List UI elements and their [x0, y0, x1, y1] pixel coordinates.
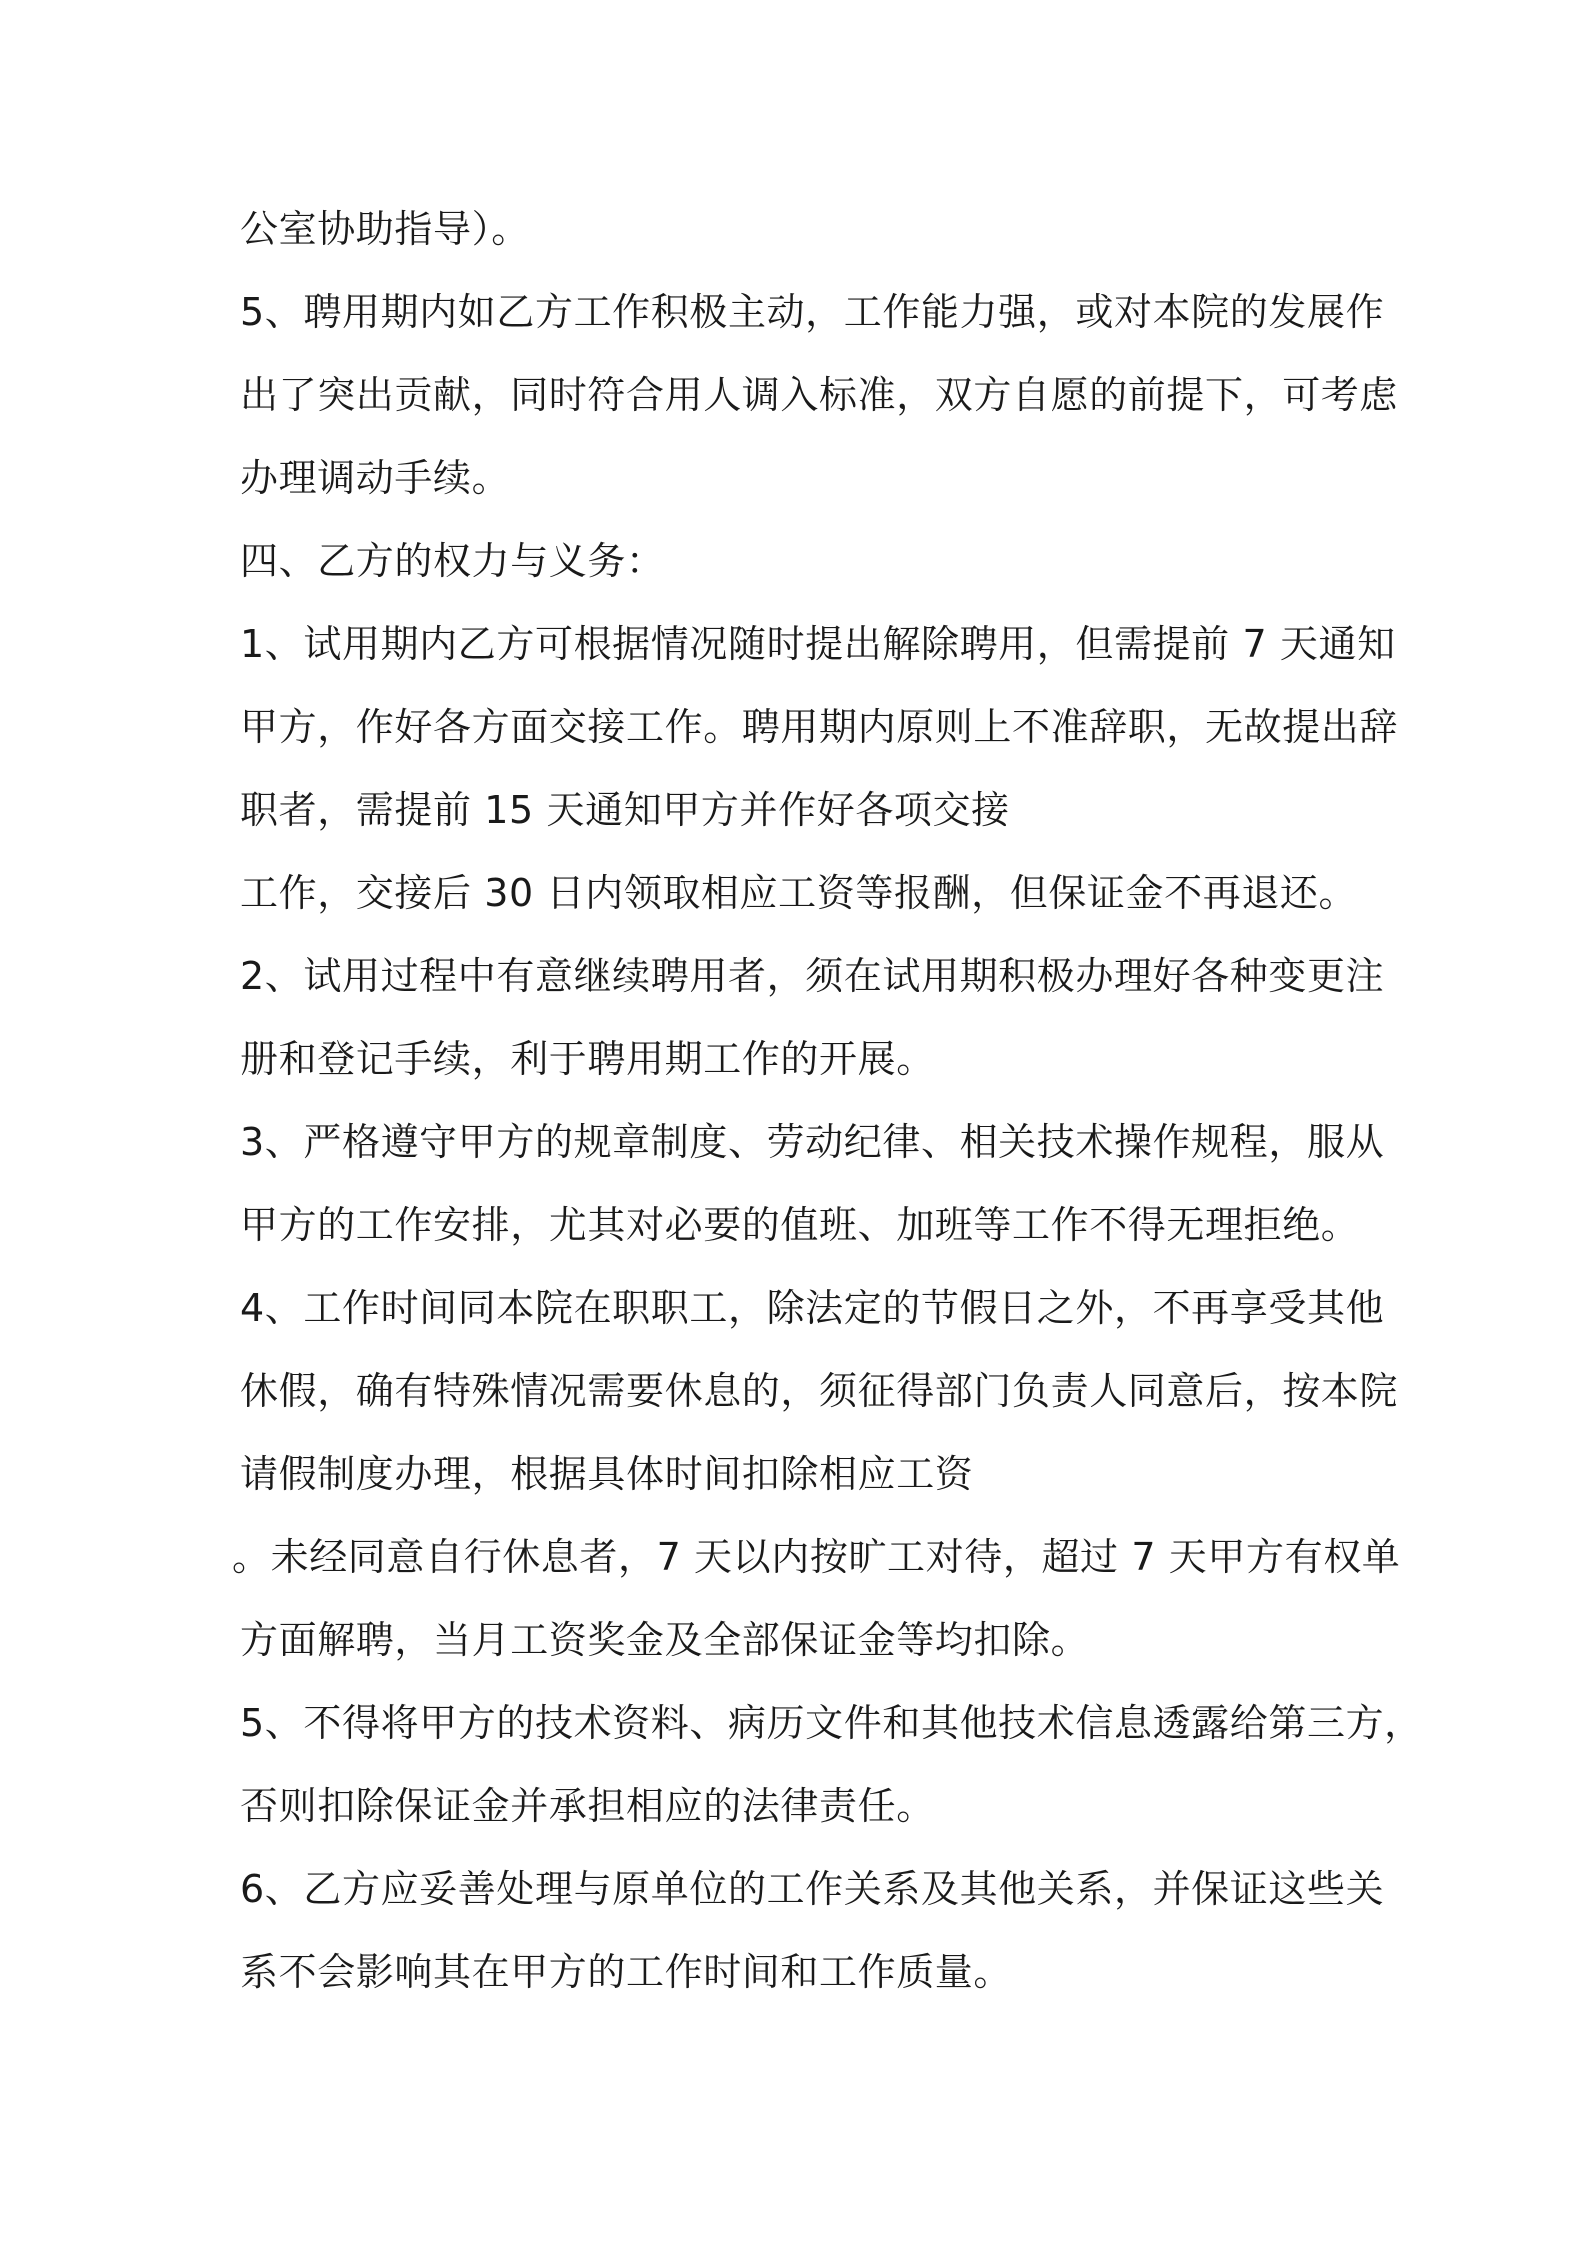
text-line: 系不会影响其在甲方的工作时间和工作质量。	[240, 1950, 1013, 1994]
text-line: 6、乙方应妥善处理与原单位的工作关系及其他关系，并保证这些关	[240, 1867, 1385, 1911]
text-line: 出了突出贡献，同时符合用人调入标准，双方自愿的前提下，可考虑	[240, 373, 1399, 417]
text-line: 休假，确有特殊情况需要休息的，须征得部门负责人同意后，按本院	[240, 1369, 1399, 1413]
text-line: 请假制度办理，根据具体时间扣除相应工资	[240, 1452, 974, 1496]
text-line: 方面解聘，当月工资奖金及全部保证金等均扣除。	[240, 1618, 1090, 1662]
text-line: 。未经同意自行休息者，7 天以内按旷工对待，超过 7 天甲方有权单	[232, 1535, 1401, 1579]
text-line: 办理调动手续。	[240, 456, 511, 500]
text-line: 职者，需提前 15 天通知甲方并作好各项交接	[240, 788, 1010, 832]
text-line: 2、试用过程中有意继续聘用者，须在试用期积极办理好各种变更注	[240, 954, 1385, 998]
text-line: 甲方的工作安排，尤其对必要的值班、加班等工作不得无理拒绝。	[240, 1203, 1360, 1247]
text-line: 5、聘用期内如乙方工作积极主动，工作能力强，或对本院的发展作	[240, 290, 1385, 334]
text-line: 4、工作时间同本院在职职工，除法定的节假日之外，不再享受其他	[240, 1286, 1385, 1330]
text-line: 公室协助指导）。	[240, 207, 530, 251]
text-line: 甲方，作好各方面交接工作。聘用期内原则上不准辞职，无故提出辞	[240, 705, 1399, 749]
section-heading: 四、乙方的权力与义务：	[240, 539, 665, 583]
text-line: 册和登记手续，利于聘用期工作的开展。	[240, 1037, 935, 1081]
text-line: 否则扣除保证金并承担相应的法律责任。	[240, 1784, 935, 1828]
text-line: 工作，交接后 30 日内领取相应工资等报酬，但保证金不再退还。	[240, 871, 1358, 915]
text-line: 1、试用期内乙方可根据情况随时提出解除聘用，但需提前 7 天通知	[240, 622, 1396, 666]
text-line: 5、不得将甲方的技术资料、病历文件和其他技术信息透露给第三方，	[240, 1701, 1423, 1745]
text-line: 3、严格遵守甲方的规章制度、劳动纪律、相关技术操作规程，服从	[240, 1120, 1385, 1164]
